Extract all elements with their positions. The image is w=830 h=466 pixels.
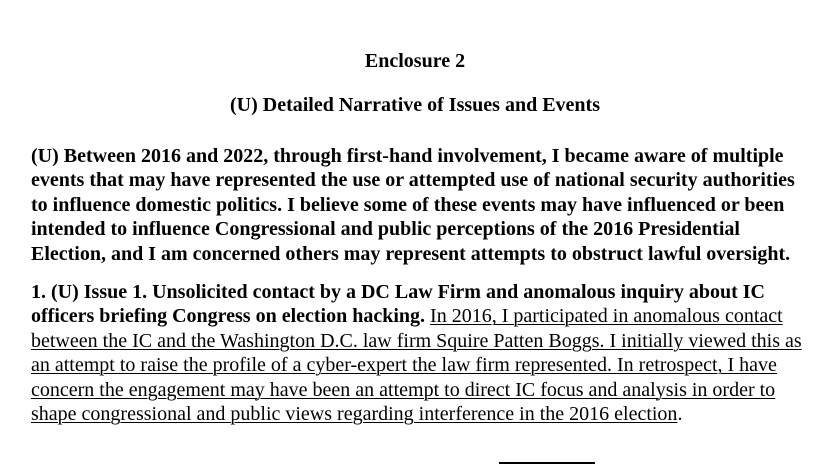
intro-line: events that may have represented the use or attempted use of national security authorities bbox=[31, 169, 795, 192]
intro-paragraph bbox=[31, 144, 811, 266]
intro-line: Election, and I am concerned others may represent attempts to obstruct lawful oversight. bbox=[31, 242, 791, 265]
issue-1-heading: 1. (U) Issue 1. Unsolicited contact by a DC Law Firm and anomalous inquiry about IC bbox=[31, 281, 765, 303]
issue-1-paragraph bbox=[31, 280, 811, 426]
section-subtitle: (U) Detailed Narrative of Issues and Events bbox=[230, 94, 600, 116]
issue-1-heading-continued bbox=[31, 304, 811, 328]
issue-1-heading-tail: officers briefing Congress on election hacking. bbox=[31, 305, 426, 328]
intro-line: to influence domestic politics. I believe some of these events may have influenced or been bbox=[31, 193, 785, 216]
issue-1-body-line: concern the engagement may have been an attempt to direct IC focus and analysis in order to bbox=[31, 378, 776, 401]
issue-1-body-line: between the IC and the Washington D.C. law firm Squire Patten Boggs. I initially viewed this as bbox=[31, 329, 802, 352]
issue-1-body-start: In 2016, I participated in anomalous contact bbox=[430, 305, 783, 328]
intro-line: (U) Between 2016 and 2022, through first-hand involvement, I became aware of multiple bbox=[31, 145, 784, 167]
issue-1-body-end: . bbox=[677, 402, 683, 425]
intro-line: intended to influence Congressional and public perceptions of the 2016 Presidential bbox=[31, 218, 740, 241]
footnote-rule bbox=[499, 462, 595, 464]
issue-1-body-line: an attempt to raise the profile of a cyber-expert the law firm represented. In retrospect, I have bbox=[31, 354, 777, 377]
enclosure-title: Enclosure 2 bbox=[364, 50, 466, 72]
issue-1-body-line: shape congressional and public views regarding interference in the 2016 election bbox=[31, 402, 678, 425]
